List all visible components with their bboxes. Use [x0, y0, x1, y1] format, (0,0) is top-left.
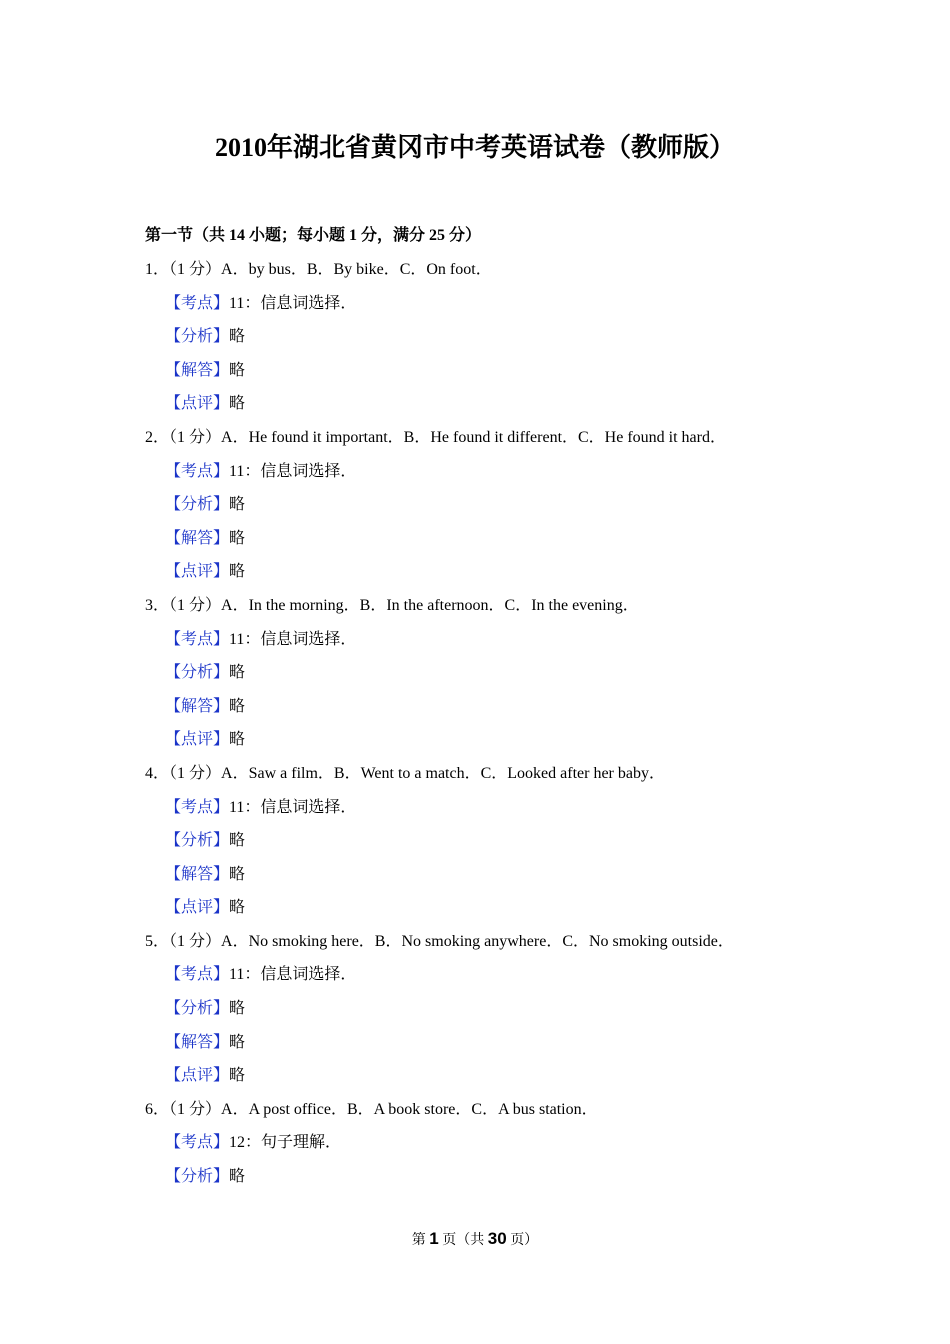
q1-fenxi	[145, 323, 845, 357]
kaodian-label: 【考点】	[165, 1134, 230, 1152]
footer-prefix: 第	[411, 1233, 430, 1248]
jieda-text: 略	[229, 697, 246, 715]
dianping-label: 【点评】	[165, 563, 230, 581]
kaodian-text: 11：信息词选择．	[229, 294, 357, 312]
fenxi-text: 略	[229, 328, 246, 346]
kaodian-text: 11：信息词选择．	[229, 630, 357, 648]
q4-jieda	[145, 861, 845, 895]
dianping-text: 略	[229, 731, 246, 749]
kaodian-label: 【考点】	[165, 630, 230, 648]
dianping-text: 略	[229, 563, 246, 581]
question-options: A．by bus．B．By bike．C．On foot．	[221, 261, 492, 278]
jieda-label: 【解答】	[165, 697, 230, 715]
fenxi-label: 【分析】	[165, 832, 230, 850]
question-options: A．A post office．B．A book store．C．A bus station．	[221, 1100, 598, 1118]
question-options: A．No smoking here．B．No smoking anywhere．C．No smoking outside．	[221, 932, 734, 950]
fenxi-label: 【分析】	[165, 496, 230, 514]
fenxi-text: 略	[229, 1000, 246, 1018]
question-number: 4．	[145, 764, 170, 782]
question-score: （1 分）	[169, 1100, 222, 1118]
question-number: 2．	[145, 428, 170, 446]
question-score: （1 分）	[169, 932, 222, 950]
dianping-label: 【点评】	[165, 1067, 230, 1085]
question-score: （1 分）	[169, 596, 222, 614]
kaodian-text: 11：信息词选择．	[229, 798, 357, 816]
question-options: A．In the morning．B．In the afternoon．C．In the evening．	[221, 596, 639, 614]
question-number: 6．	[145, 1100, 170, 1118]
jieda-text: 略	[229, 529, 246, 547]
page-footer	[0, 1226, 950, 1254]
q3-jieda	[145, 693, 845, 727]
dianping-label: 【点评】	[165, 899, 230, 917]
q3-dianping	[145, 726, 845, 760]
question-2	[145, 424, 845, 458]
dianping-text: 略	[229, 1067, 246, 1085]
question-number: 1．	[145, 261, 170, 278]
kaodian-label: 【考点】	[165, 798, 230, 816]
q2-fenxi	[145, 491, 845, 525]
question-1	[145, 256, 845, 290]
page-title: 2010年湖北省黄冈市中考英语试卷（教师版）	[214, 133, 735, 162]
fenxi-label: 【分析】	[165, 664, 230, 682]
fenxi-text: 略	[229, 1168, 246, 1186]
q2-kaodian	[145, 458, 845, 492]
q5-jieda	[145, 1029, 845, 1063]
jieda-text: 略	[229, 865, 246, 883]
dianping-text: 略	[229, 899, 246, 917]
q5-kaodian	[145, 961, 845, 995]
jieda-label: 【解答】	[165, 361, 230, 379]
q1-jieda	[145, 357, 845, 391]
q4-dianping	[145, 894, 845, 928]
q6-fenxi	[145, 1163, 845, 1197]
question-options: A．He found it important．B．He found it different．C．He found it hard．	[221, 428, 726, 446]
question-score: （1 分）	[169, 428, 222, 446]
total-pages: 30	[487, 1229, 507, 1248]
question-4	[145, 760, 845, 794]
kaodian-text: 12：句子理解．	[229, 1134, 342, 1152]
kaodian-label: 【考点】	[165, 966, 230, 984]
q4-fenxi	[145, 827, 845, 861]
fenxi-label: 【分析】	[165, 1000, 230, 1018]
fenxi-label: 【分析】	[165, 328, 230, 346]
jieda-text: 略	[229, 1033, 246, 1051]
q3-kaodian	[145, 626, 845, 660]
q3-fenxi	[145, 659, 845, 693]
footer-middle: 页（共	[438, 1233, 488, 1248]
question-number: 5．	[145, 932, 170, 950]
question-score: （1 分）	[169, 261, 222, 278]
question-6	[145, 1096, 845, 1130]
fenxi-text: 略	[229, 832, 246, 850]
question-options: A．Saw a film．B．Went to a match．C．Looked after her baby．	[221, 764, 665, 782]
section-heading: 第一节（共 14 小题；每小题 1 分，满分 25 分）	[145, 227, 482, 244]
question-3	[145, 592, 845, 626]
q1-kaodian	[145, 290, 845, 324]
q2-jieda	[145, 525, 845, 559]
footer-suffix: 页）	[506, 1233, 539, 1248]
jieda-label: 【解答】	[165, 1033, 230, 1051]
dianping-label: 【点评】	[165, 731, 230, 749]
fenxi-text: 略	[229, 496, 246, 514]
jieda-label: 【解答】	[165, 865, 230, 883]
jieda-label: 【解答】	[165, 529, 230, 547]
fenxi-text: 略	[229, 664, 246, 682]
q1-dianping	[145, 390, 845, 424]
dianping-label: 【点评】	[165, 395, 230, 413]
q6-kaodian	[145, 1129, 845, 1163]
fenxi-label: 【分析】	[165, 1168, 230, 1186]
question-list	[145, 256, 845, 1197]
jieda-text: 略	[229, 361, 246, 379]
q2-dianping	[145, 558, 845, 592]
q4-kaodian	[145, 794, 845, 828]
question-number: 3．	[145, 596, 170, 614]
q5-dianping	[145, 1062, 845, 1096]
dianping-text: 略	[229, 395, 246, 413]
kaodian-label: 【考点】	[165, 294, 230, 312]
kaodian-label: 【考点】	[165, 462, 230, 480]
q5-fenxi	[145, 995, 845, 1029]
kaodian-text: 11：信息词选择．	[229, 966, 357, 984]
kaodian-text: 11：信息词选择．	[229, 462, 357, 480]
question-score: （1 分）	[169, 764, 222, 782]
question-5	[145, 928, 845, 962]
current-page-number: 1	[429, 1229, 439, 1248]
